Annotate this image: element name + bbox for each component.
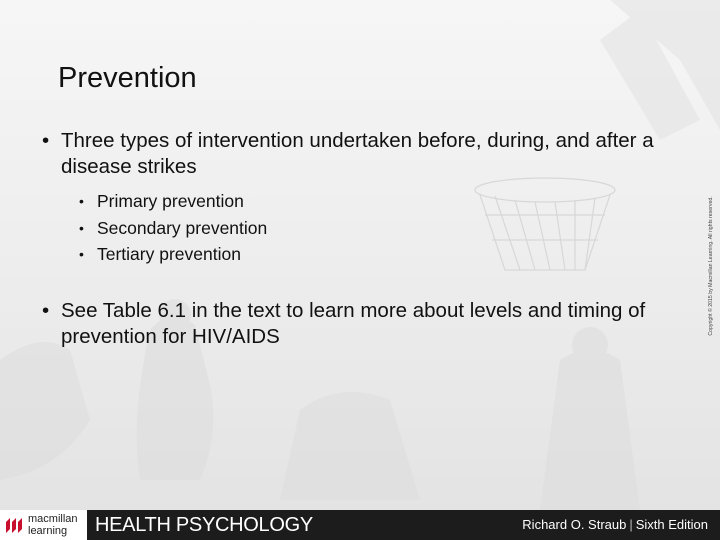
bullet-list xyxy=(40,128,680,350)
spacer xyxy=(40,268,680,298)
bullet-glyph: • xyxy=(79,193,84,209)
sub-bullet-text: Tertiary prevention xyxy=(97,244,241,264)
bullet-item xyxy=(40,128,680,180)
sub-bullet-item xyxy=(79,215,680,242)
book-title: HEALTH PSYCHOLOGY xyxy=(95,514,313,536)
author-name: Richard O. Straub xyxy=(522,517,627,532)
sub-bullet-text: Primary prevention xyxy=(97,191,244,211)
copyright-notice: Copyright © 2015 by Macmillan Learning. All rights reserved. xyxy=(708,196,714,336)
footer-band xyxy=(87,510,720,540)
slide-title: Prevention xyxy=(58,62,197,94)
publisher-logo-text xyxy=(28,514,78,537)
bullet-text: See Table 6.1 in the text to learn more about levels and timing of prevention for HIV/AIDS xyxy=(61,298,646,348)
sub-bullet-list xyxy=(79,188,680,268)
macmillan-logo-icon xyxy=(5,517,25,534)
author-edition xyxy=(522,517,708,532)
bullet-item xyxy=(40,298,680,350)
sub-bullet-item xyxy=(79,188,680,215)
logo-line-1: macmillan xyxy=(28,513,78,525)
bullet-glyph: • xyxy=(79,246,84,262)
bullet-glyph: • xyxy=(42,298,50,322)
footer xyxy=(0,510,720,540)
edition: Sixth Edition xyxy=(635,517,708,532)
sub-bullet-item xyxy=(79,241,680,268)
bullet-glyph: • xyxy=(79,219,84,236)
separator: | xyxy=(629,517,633,532)
sub-bullet-text: Secondary prevention xyxy=(97,217,268,238)
bullet-glyph: • xyxy=(42,129,50,152)
bullet-text: Three types of intervention undertaken before, during, and after a disease strikes xyxy=(61,129,654,178)
logo-line-2: learning xyxy=(28,524,68,537)
